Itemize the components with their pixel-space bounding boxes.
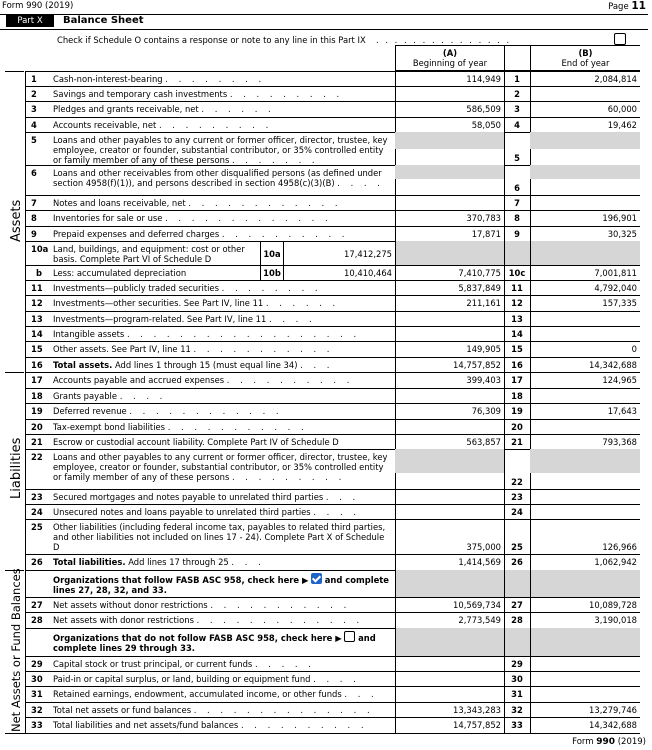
section-label-net-assets: Net Assets or Fund Balances — [9, 568, 23, 732]
end-of-year-value: 13,279,746 — [589, 705, 637, 715]
leader-dots: . . . . . . . . . — [231, 472, 346, 482]
row-label: Notes and loans receivable, net — [53, 198, 186, 208]
end-of-year-value: 4,792,040 — [594, 283, 637, 293]
row-description — [53, 600, 391, 610]
row-description — [53, 298, 391, 308]
col-b-cell — [530, 489, 640, 504]
line-number: 17 — [511, 375, 523, 385]
row-number: 10a — [31, 244, 49, 254]
beginning-of-year-value: 399,403 — [466, 375, 501, 385]
beginning-of-year-value: 14,757,852 — [453, 360, 501, 370]
row-description — [53, 631, 391, 653]
row-label-continued: and complete lines 29 through 33. — [53, 633, 376, 653]
row-description — [53, 452, 391, 482]
section-divider — [25, 71, 26, 733]
row-label: Loans and other payables to any current or former officer, director, trustee, key employee, creator or founder, substantial contributor, or 35% controlled entity or family member of any of these persons — [53, 452, 388, 482]
row-description — [53, 89, 391, 99]
column-a-header: (A) Beginning of year — [395, 45, 504, 71]
row-description — [53, 674, 391, 684]
liabilities-section-top — [5, 372, 24, 373]
row-description — [53, 360, 391, 370]
row-label: Total assets. — [53, 360, 113, 370]
leader-dots: . . . . . . . . . . . . . . — [193, 705, 374, 715]
line-number: 8 — [514, 213, 520, 223]
col-a-shade — [395, 132, 504, 149]
leader-dots: . . . . . . . . . . . — [210, 600, 351, 610]
row-label: Total liabilities and net assets/fund balances — [53, 720, 239, 730]
line-number: 12 — [511, 298, 523, 308]
fasb-not-follow-checkbox[interactable] — [344, 631, 355, 642]
row-number: 30 — [31, 674, 43, 684]
col-a-cell — [395, 388, 504, 403]
row-label: Accounts payable and accrued expenses — [53, 375, 225, 385]
end-of-year-value: 1,062,942 — [594, 557, 637, 567]
row-description — [53, 507, 391, 517]
part-label: Part X — [6, 15, 54, 27]
row-number: 4 — [31, 120, 37, 130]
row-label: Capital stock or trust principal, or current funds — [53, 659, 253, 669]
row-description — [53, 406, 391, 416]
row-description — [53, 344, 391, 354]
row-description — [53, 329, 391, 339]
line-number: 20 — [511, 422, 523, 432]
col-b-cell — [530, 326, 640, 341]
line-number: 31 — [511, 689, 523, 699]
leader-dots: . . . . — [337, 178, 384, 188]
leader-dots: . . . . — [119, 391, 167, 401]
section-label-liabilities: Liabilities — [9, 437, 24, 499]
page-header — [0, 0, 648, 15]
col-b-cell — [530, 686, 640, 702]
line-number: 4 — [514, 120, 520, 130]
col-a-cell — [395, 311, 504, 326]
column-b-header: (B) End of year — [530, 45, 640, 71]
beginning-of-year-value: 563,857 — [466, 437, 501, 447]
col-a-cell — [395, 195, 504, 210]
row-description — [53, 615, 391, 625]
leader-dots: . . . . . . . . . — [229, 89, 344, 99]
end-of-year-value: 60,000 — [607, 104, 637, 114]
beginning-of-year-value: 586,509 — [466, 104, 501, 114]
row-number: 29 — [31, 659, 43, 669]
line-number: 33 — [511, 720, 523, 730]
line-number: 3 — [514, 104, 520, 114]
col-a-cell — [395, 241, 504, 265]
line-number: 10c — [508, 268, 526, 278]
line-number: 23 — [511, 492, 523, 502]
line-number: 16 — [511, 360, 523, 370]
row-number: 19 — [31, 406, 43, 416]
check-line-dots: . . . . . . . . . . . . . . . — [376, 35, 512, 45]
row-label: Accounts receivable, net — [53, 120, 157, 130]
form-label: Form 990 (2019) — [2, 1, 74, 11]
leader-dots: . . . . . . . . . . — [240, 720, 368, 730]
row-number: 26 — [31, 557, 43, 567]
fasb-follow-checkbox[interactable] — [311, 573, 322, 584]
line-number: 14 — [511, 329, 523, 339]
row-number: 8 — [31, 213, 37, 223]
sub-line-number: 10a — [260, 241, 284, 265]
col-b-cell — [530, 195, 640, 210]
beginning-of-year-value: 13,343,283 — [453, 705, 501, 715]
row-number: 18 — [31, 391, 43, 401]
beginning-of-year-value: 7,410,775 — [458, 268, 501, 278]
col-b-cell — [530, 86, 640, 101]
line-number-cell — [504, 241, 530, 265]
beginning-of-year-value: 370,783 — [466, 213, 501, 223]
beginning-of-year-value: 5,837,849 — [458, 283, 501, 293]
line-number: 5 — [514, 153, 520, 163]
end-of-year-value: 793,368 — [602, 437, 637, 447]
end-of-year-value: 19,462 — [607, 120, 637, 130]
row-number: 25 — [31, 522, 43, 532]
table-bottom-rule — [5, 733, 640, 734]
row-description — [53, 74, 391, 84]
section-label-assets: Assets — [9, 199, 24, 242]
line-number: 25 — [511, 542, 523, 552]
row-label: Intangible assets — [53, 329, 125, 339]
line-number: 1 — [514, 74, 520, 84]
row-number: 31 — [31, 689, 43, 699]
row-description — [53, 557, 391, 567]
col-b-cell — [530, 656, 640, 671]
leader-dots: . . . . . . . . . . . . — [188, 198, 342, 208]
leader-dots: . . . . . . . . . . . . . — [165, 213, 332, 223]
leader-dots: . . . . — [269, 314, 316, 324]
beginning-of-year-value: 14,757,852 — [453, 720, 501, 730]
leader-dots: . . . — [231, 557, 265, 567]
row-label: Total net assets or fund balances — [53, 705, 192, 715]
row-number: 1 — [31, 74, 37, 84]
col-b-cell — [530, 388, 640, 403]
leader-dots: . . . . . — [254, 659, 315, 669]
col-b-cell — [530, 628, 640, 656]
row-description — [53, 213, 391, 223]
end-of-year-value: 14,342,688 — [589, 360, 637, 370]
leader-dots: . . . . — [313, 674, 360, 684]
col-b-shade — [530, 165, 640, 179]
line-number: 13 — [511, 314, 523, 324]
line-number: 29 — [511, 659, 523, 669]
line-number-cell — [504, 570, 530, 597]
part-title: Balance Sheet — [63, 15, 144, 26]
line-number: 18 — [511, 391, 523, 401]
row-label-detail: Add lines 1 through 15 (must equal line 34) — [114, 360, 298, 370]
row-label: Secured mortgages and notes payable to unrelated third parties — [53, 492, 324, 502]
col-a-cell — [395, 504, 504, 519]
row-label: Savings and temporary cash investments — [53, 89, 228, 99]
end-of-year-value: 30,325 — [607, 229, 637, 239]
line-number: 24 — [511, 507, 523, 517]
row-description — [53, 705, 391, 715]
row-number: 32 — [31, 705, 43, 715]
row-description — [53, 198, 391, 208]
row-label: Escrow or custodial account liability. Complete Part IV of Schedule D — [53, 437, 339, 447]
line-number: 21 — [511, 437, 523, 447]
leader-dots: . . . . . . . . — [165, 74, 266, 84]
row-label: Investments—program-related. See Part IV, line 11 — [53, 314, 267, 324]
col-a-cell — [395, 686, 504, 702]
leader-dots: . . . . . . — [201, 104, 275, 114]
row-label: Loans and other payables to any current or former officer, director, trustee, key employee, creator or founder, substantial contributor, or 35% controlled entity or family member of any of these persons — [53, 135, 388, 165]
row-description — [53, 104, 391, 114]
row-label: Other liabilities (including federal income tax, payables to related third parties, and other liabilities not included on lines 17 - 24). Complete Part X of Schedule D — [53, 522, 386, 552]
row-number: 20 — [31, 422, 43, 432]
line-number: 26 — [511, 557, 523, 567]
row-description — [53, 573, 391, 595]
row-description — [53, 720, 391, 730]
row-label: Organizations that follow FASB ASC 958, check here ▶ — [53, 575, 309, 585]
col-a-cell — [395, 419, 504, 434]
row-description — [53, 135, 391, 165]
leader-dots: . . . — [300, 360, 334, 370]
col-b-cell — [530, 570, 640, 597]
row-description — [53, 422, 391, 432]
col-a-cell — [395, 656, 504, 671]
line-number: 27 — [511, 600, 523, 610]
col-b-cell — [530, 241, 640, 265]
row-number: 16 — [31, 360, 43, 370]
row-number: 24 — [31, 507, 43, 517]
col-b-cell — [530, 311, 640, 326]
row-label-continued: and complete lines 27, 28, 32, and 33. — [53, 575, 389, 595]
end-of-year-value: 126,966 — [602, 542, 637, 552]
row-number: 13 — [31, 314, 43, 324]
end-of-year-value: 17,643 — [607, 406, 637, 416]
schedule-o-checkbox[interactable] — [614, 33, 626, 45]
line-number: 19 — [511, 406, 523, 416]
row-label: Investments—publicly traded securities — [53, 283, 219, 293]
row-number: 22 — [31, 452, 43, 462]
col-b-cell — [530, 504, 640, 519]
row-label: Other assets. See Part IV, line 11 — [53, 344, 191, 354]
row-label: Deferred revenue — [53, 406, 127, 416]
row-label: Retained earnings, endowment, accumulated income, or other funds — [53, 689, 342, 699]
end-of-year-value: 3,190,018 — [594, 615, 637, 625]
page-number: Page 11 — [608, 0, 646, 12]
schedule-o-check-text: Check if Schedule O contains a response or note to any line in this Part IX — [57, 35, 366, 45]
beginning-of-year-value: 1,414,569 — [458, 557, 501, 567]
line-number: 28 — [511, 615, 523, 625]
leader-dots: . . . . . . . . — [221, 283, 322, 293]
leader-dots: . . . . . . . — [231, 155, 319, 165]
row-number: 5 — [31, 135, 37, 145]
col-b-shade — [530, 132, 640, 149]
page-footer: Form 990 (2019) — [572, 737, 646, 747]
col-a-shade — [395, 165, 504, 179]
line-number: 30 — [511, 674, 523, 684]
row-label: Tax-exempt bond liabilities — [53, 422, 166, 432]
beginning-of-year-value: 375,000 — [466, 542, 501, 552]
row-label: Organizations that do not follow FASB ASC 958, check here ▶ — [53, 633, 342, 643]
row-description — [53, 437, 391, 447]
row-number: 23 — [31, 492, 43, 502]
row-number: 12 — [31, 298, 43, 308]
row-label: Unsecured notes and loans payable to unrelated third parties — [53, 507, 311, 517]
end-of-year-value: 157,335 — [602, 298, 637, 308]
line-number: 7 — [514, 198, 520, 208]
end-of-year-value: 10,089,728 — [589, 600, 637, 610]
col-b-cell — [530, 671, 640, 686]
col-b-shade — [530, 449, 640, 473]
row-description — [53, 268, 256, 278]
row-description — [53, 522, 391, 552]
beginning-of-year-value: 10,569,734 — [453, 600, 501, 610]
assets-section-top — [5, 71, 24, 72]
end-of-year-value: 196,901 — [602, 213, 637, 223]
col-a-cell — [395, 326, 504, 341]
leader-dots: . . . — [344, 689, 378, 699]
beginning-of-year-value: 58,050 — [471, 120, 501, 130]
row-number: 7 — [31, 198, 37, 208]
col-a-shade — [395, 449, 504, 473]
row-label: Inventories for sale or use — [53, 213, 163, 223]
leader-dots: . . . . . . . . . . . . . — [196, 615, 364, 625]
end-of-year-value: 14,342,688 — [589, 720, 637, 730]
row-label: Net assets with donor restrictions — [53, 615, 194, 625]
part-title-bar — [0, 14, 648, 30]
row-label: Investments—other securities. See Part IV, line 11 — [53, 298, 264, 308]
end-of-year-value: 124,965 — [602, 375, 637, 385]
row-number: 2 — [31, 89, 37, 99]
row-label: Net assets without donor restrictions — [53, 600, 208, 610]
row-number: 3 — [31, 104, 37, 114]
line-number: 9 — [514, 229, 520, 239]
line-number-cell — [504, 628, 530, 656]
row-description — [53, 120, 391, 130]
column-ln-header — [504, 45, 530, 71]
leader-dots: . . . — [325, 492, 360, 502]
beginning-of-year-value: 211,161 — [466, 298, 501, 308]
leader-dots: . . . . . . . . . . . . — [129, 406, 283, 416]
col-a-cell — [395, 671, 504, 686]
row-label-detail: Add lines 17 through 25 — [128, 557, 229, 567]
row-description — [53, 283, 391, 293]
sub-line-amount: 17,412,275 — [344, 249, 392, 259]
row-description — [53, 244, 256, 264]
col-a-cell — [395, 86, 504, 101]
leader-dots: . . . . . . . . . . — [221, 229, 349, 239]
line-number: 6 — [514, 183, 520, 193]
end-of-year-value: 0 — [631, 344, 637, 354]
end-of-year-value: 7,001,811 — [594, 268, 637, 278]
row-label: Prepaid expenses and deferred charges — [53, 229, 220, 239]
line-number: 11 — [511, 283, 523, 293]
leader-dots: . . . . — [313, 507, 360, 517]
leader-dots: . . . . . . . . . . — [226, 375, 354, 385]
row-number: 17 — [31, 375, 43, 385]
row-number: 14 — [31, 329, 43, 339]
line-number: 22 — [511, 477, 523, 487]
row-label: Cash-non-interest-bearing — [53, 74, 163, 84]
beginning-of-year-value: 149,905 — [466, 344, 501, 354]
row-label: Paid-in or capital surplus, or land, building or equipment fund — [53, 674, 311, 684]
row-number: b — [36, 268, 42, 278]
leader-dots: . . . . . . . . . . . — [167, 422, 308, 432]
row-label: Grants payable — [53, 391, 118, 401]
line-number: 2 — [514, 89, 520, 99]
row-label: Less: accumulated depreciation — [53, 268, 187, 278]
col-b-cell — [530, 419, 640, 434]
column-headers — [0, 45, 648, 71]
sub-line-amount: 10,410,464 — [344, 268, 392, 278]
beginning-of-year-value: 2,773,549 — [458, 615, 501, 625]
row-description — [53, 659, 391, 669]
sub-line-number: 10b — [260, 265, 284, 280]
row-number: 33 — [31, 720, 43, 730]
row-number: 9 — [31, 229, 37, 239]
row-label: Total liabilities. — [53, 557, 126, 567]
row-label: Pledges and grants receivable, net — [53, 104, 199, 114]
row-description — [53, 689, 391, 699]
col-a-cell — [395, 570, 504, 597]
row-number: 15 — [31, 344, 43, 354]
beginning-of-year-value: 114,949 — [466, 74, 501, 84]
col-a-cell — [395, 628, 504, 656]
row-label: Loans and other receivables from other disqualified persons (as defined under section 4958(f)(1)), and persons described in section 4958(c)(3)(B) — [53, 168, 382, 188]
leader-dots: . . . . . . . . . . . . . . . . . . — [126, 329, 361, 339]
row-description — [53, 314, 391, 324]
line-number: 15 — [511, 344, 523, 354]
leader-dots: . . . . . . . . . . . — [193, 344, 334, 354]
row-description — [53, 375, 391, 385]
leader-dots: . . . . . . . . . — [158, 120, 273, 130]
leader-dots: . . . . . . — [265, 298, 340, 308]
line-number: 32 — [511, 705, 523, 715]
row-description — [53, 391, 391, 401]
row-label: Land, buildings, and equipment: cost or other basis. Complete Part VI of Schedule D — [53, 244, 245, 264]
row-description — [53, 492, 391, 502]
row-number: 21 — [31, 437, 43, 447]
col-a-cell — [395, 489, 504, 504]
row-number: 6 — [31, 168, 37, 178]
row-number: 28 — [31, 615, 43, 625]
row-number: 27 — [31, 600, 43, 610]
end-of-year-value: 2,084,814 — [594, 74, 637, 84]
row-number: 11 — [31, 283, 43, 293]
beginning-of-year-value: 17,871 — [471, 229, 501, 239]
row-description — [53, 168, 391, 188]
row-description — [53, 229, 391, 239]
beginning-of-year-value: 76,309 — [471, 406, 501, 416]
